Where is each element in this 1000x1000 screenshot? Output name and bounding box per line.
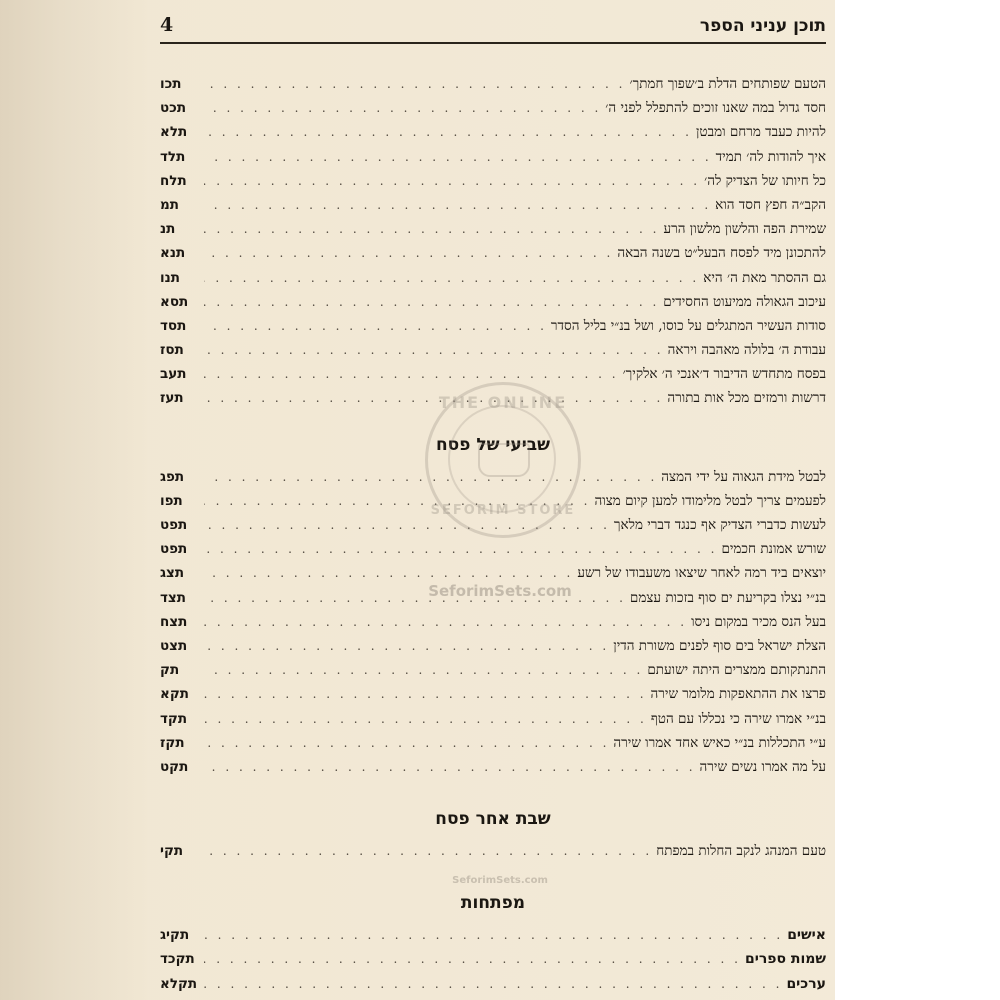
toc-entry [160,241,826,265]
toc-entry-title: איך להודות לה׳ תמיד [715,148,826,165]
toc-entry-title: להיות כעבד מרחם ומבטן [695,124,826,141]
dot-leader [204,513,610,537]
toc-entry-page: תפט [160,541,188,558]
page-number: 4 [160,14,174,36]
dot-leader [204,290,659,314]
toc-entry [160,169,826,193]
toc-entry-page: תפג [160,468,185,485]
toc-entry-title: שמות ספרים [744,951,826,968]
dot-leader [204,682,647,706]
toc-entry-page: תצח [160,613,188,630]
toc-entry [160,465,826,489]
toc-entry-title: הקב״ה חפץ חסד הוא [715,196,826,213]
dot-leader [204,658,643,682]
toc-entry-page: תצד [160,589,186,606]
dot-leader [204,634,609,658]
dot-leader [204,193,711,217]
toc-entry-title: התנתקותם ממצרים היתה ישועתם [647,662,826,679]
toc-entry [160,489,826,513]
toc-entry-page: תקט [160,758,189,775]
toc-entry [160,72,826,96]
toc-entry-title: ע״י התכללות בנ״י כאיש אחד אמרו שירה [613,734,826,751]
dot-leader [204,707,647,731]
toc-entry [160,290,826,314]
toc-entry [160,634,826,658]
toc-entry-title: דרשות ורמזים מכל אות בתורה [667,390,826,407]
toc-entry [160,755,826,779]
toc-entry-page: תקיג [160,927,190,944]
toc-entry-page: תצט [160,637,188,654]
toc-entry-page: תקלא [160,975,198,992]
toc-entry-title: לבטל מידת הגאוה על ידי המצה [661,468,826,485]
watermark-site-text: SeforimSets.com [428,582,572,600]
dot-leader [204,923,783,947]
dot-leader [204,755,696,779]
page-gutter-shadow [0,0,150,1000]
toc-entry-page: תסד [160,317,187,334]
section-heading-shviei-shel-pesach: שביעי של פסח [435,434,551,455]
dot-leader [204,217,659,241]
toc-entry-page: תעב [160,366,187,383]
toc-entry-page: תלד [160,148,186,165]
toc-entry [160,266,826,290]
toc-entry-title: ערכים [786,975,826,992]
toc-entry-page: תסז [160,342,184,359]
toc-entry-title: עבודת ה׳ בלולה מאהבה ויראה [667,342,826,359]
dot-leader [204,489,590,513]
toc-entry [160,386,826,410]
toc-entry [160,537,826,561]
running-title: תוכן עניני הספר [699,16,826,36]
toc-entry-page: תפו [160,492,183,509]
toc-entry-title: פרצו את ההתאפקות מלומר שירה [650,686,826,703]
background-margin [835,0,1000,1000]
toc-section-shviei-shel-pesach [160,465,826,779]
dot-leader [204,338,664,362]
toc-section-shabbat-achar-pesach [160,839,826,863]
dot-leader [204,241,613,265]
toc-entry-page: תנא [160,245,186,262]
toc-entry [160,314,826,338]
toc-entry-page: תפט [160,517,188,533]
dot-leader [204,610,687,634]
section-heading-shabbat-achar-pesach: שבת אחר פסח [435,809,551,830]
toc-entry-title: בפסח מתחדש הדיבור ד׳אנכי ה׳ אלקיך׳ [622,366,826,383]
toc-entry [160,972,826,996]
toc-entry-title: סודות העשיר המתגלים על כוסו, ושל בנ״י בליל הסדר [550,317,826,334]
dot-leader [204,72,625,96]
dot-leader [204,731,609,755]
toc-entry-title: בעל הנס מכיר במקום ניסו [691,613,826,630]
toc-entry-page: תצג [160,565,185,582]
toc-entry-page: תלח [160,172,187,189]
toc-entry-page: תקד [160,710,188,727]
toc-entry [160,145,826,169]
toc-entry [160,610,826,634]
dot-leader [204,386,663,410]
toc-entry-page: תכט [160,100,187,117]
toc-entry-title: בנ״י נצלו בקריעת ים סוף בזכות עצמם [629,589,826,606]
toc-entry [160,513,826,537]
dot-leader [204,120,692,144]
toc-entry-title: טעם המנהג לנקב החלות במפתח [656,843,826,860]
header-rule [160,42,826,44]
toc-entry-page: תכו [160,76,182,92]
toc-entry-page: תלא [160,124,188,141]
dot-leader [204,145,712,169]
toc-entry-title: הצלת ישראל בים סוף לפנים משורת הדין [613,637,826,654]
toc-entry-page: תקי [160,843,184,860]
page-header [160,12,826,42]
toc-entry-title: לעשות כדברי הצדיק אף כנגד דברי מלאך [613,517,826,533]
toc-entry-page: תעז [160,390,184,407]
dot-leader [204,537,717,561]
table-of-contents [160,72,826,996]
toc-entry [160,707,826,731]
dot-leader [204,314,547,338]
toc-entry-page: תנ [160,221,176,238]
toc-entry-title: אישים [787,927,826,944]
toc-entry-page: תקז [160,734,185,751]
toc-entry-title: כל חיותו של הצדיק לה׳ [704,172,826,189]
toc-entry [160,923,826,947]
toc-entry [160,362,826,386]
toc-entry-title: הטעם שפותחים הדלת ב׳שפוך חמתך׳ [629,76,826,92]
dot-leader [204,266,699,290]
toc-entry-title: יוצאים ביד רמה לאחר שיצאו משעבודו של רשע [577,565,826,582]
dot-leader [204,839,652,863]
toc-entry [160,658,826,682]
toc-section-indexes [160,923,826,996]
toc-entry-page: תקכד [160,951,195,968]
toc-entry-page: תקא [160,686,189,703]
toc-entry [160,731,826,755]
section-heading-indexes: מפתחות [460,893,526,914]
dot-leader [204,972,782,996]
toc-entry-title: שמירת הפה והלשון מלשון הרע [663,221,826,238]
toc-entry [160,338,826,362]
toc-entry [160,947,826,971]
toc-entry-title: בנ״י אמרו שירה כי נכללו עם הטף [650,710,826,727]
toc-entry-page: תק [160,662,180,679]
toc-entry-title: לפעמים צריך לבטל מלימודו למען קיום מצוה [594,492,826,509]
watermark-top-text: THE ONLINE [438,393,568,412]
toc-entry-title: עיכוב הגאולה ממיעוט החסידים [663,293,826,310]
toc-entry-title: חסד גדול במה שאנו זוכים להתפלל לפני ה׳ [605,100,826,117]
toc-entry-page: תסא [160,293,189,310]
dot-leader [204,947,741,971]
dot-leader [204,362,619,386]
toc-entry-title: להתכונן מיד לפסח הבעל״ט בשנה הבאה [617,245,826,262]
toc-entry-title: שורש אמונת חכמים [721,541,826,558]
dot-leader [204,96,601,120]
toc-entry-title: על מה אמרו נשים שירה [699,758,826,775]
toc-entry [160,682,826,706]
toc-entry [160,96,826,120]
watermark-bottom-text: SEFORIM STORE [430,503,576,518]
dot-leader [204,169,700,193]
toc-entry [160,217,826,241]
toc-section-main [160,72,826,411]
watermark-site-small-text: SeforimSets.com [452,875,548,886]
dot-leader [204,465,657,489]
toc-entry [160,839,826,863]
toc-entry-page: תנו [160,269,180,286]
toc-entry-title: גם ההסתר מאת ה׳ היא [703,269,826,286]
toc-entry [160,120,826,144]
toc-entry-page: תמ [160,196,179,213]
toc-entry [160,193,826,217]
